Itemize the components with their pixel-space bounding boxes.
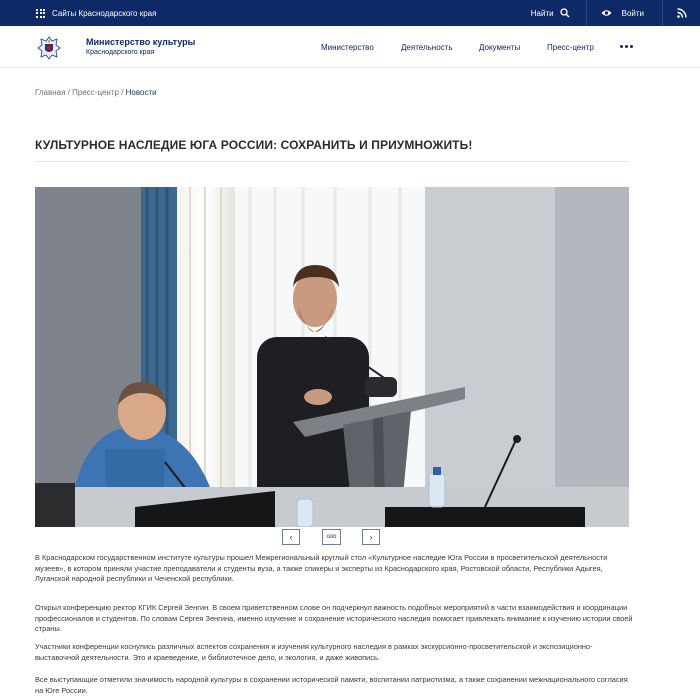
gallery-next-button[interactable] [362,529,380,545]
coat-of-arms-logo[interactable] [36,35,62,61]
nav-ministry[interactable]: Министерство [321,42,374,52]
gallery-more-icon: ооо [326,534,337,540]
page-title: КУЛЬТУРНОЕ НАСЛЕДИЕ ЮГА РОССИИ: СОХРАНИТЬ И ПРИУМНОЖИТЬ! [35,138,473,152]
nav-activity[interactable]: Деятельность [401,42,453,52]
rss-button[interactable] [662,0,700,26]
site-subtitle: Краснодарского края [86,49,155,56]
article-paragraph-2: Открыл конференцию ректор КГИК Сергей Зенгин. В своем приветственном слове он подчеркнул важность подобных мероприятий в части взаимодействия и координации профессионалов и студентов. По словам Сергея Зенгина, именно изучение и сохранение исторического наследия помогает привлекать внимание к изучению истории своей страны. [35,603,633,633]
article-photo[interactable] [35,187,629,527]
gallery-prev-button[interactable] [282,529,300,545]
more-menu-icon[interactable] [620,45,633,48]
conference-photo-illustration [35,187,629,527]
article-paragraph-3: Участники конференции коснулись различных аспектов сохранения и изучения культурного наследия в рамках экскурсионно-просветительской и экспозиционно-выставочной деятельности. Это и краеведение, и библиотечное дело, и экология, и даже живопись. [35,642,593,662]
article-paragraph-1: В Краснодарском государственном институте культуры прошел Межрегиональный круглый стол «Культурное наследие Юга России в просветительской деятельности музеев», в котором приняли участие преподаватели и студенты вуза, а также спикеры и эксперты из Краснодарского края, Ростовской области, Республики Адыгея, Луганской народной республики и Чеченской республики. [35,553,608,583]
nav-documents[interactable]: Документы [479,42,521,52]
login-button[interactable]: Войти [621,8,644,18]
rss-icon [677,8,687,18]
breadcrumb-current: Новости [125,88,157,97]
accessibility-button[interactable] [587,9,622,17]
eye-icon [601,9,612,17]
top-bar [0,0,700,26]
gallery-more-button[interactable] [322,529,341,545]
grid-icon [36,9,45,18]
site-brand[interactable] [86,37,195,58]
article-paragraph-4: Все выступающие отметили значимость народной культуры в сохранении исторической памяти, воспитании патриотизма, а также сохранении межнационального согласия на Юге России. [35,675,628,695]
chevron-right-icon: › [369,532,373,542]
breadcrumb-home[interactable]: Главная [35,88,66,97]
breadcrumb-press-center[interactable]: Пресс-центр [72,88,119,97]
nav-press-center[interactable]: Пресс-центр [547,42,594,52]
search-button[interactable] [531,8,586,18]
search-icon [560,8,570,18]
title-divider [35,161,629,162]
breadcrumb: Главная / Пресс-центр / Новости [35,88,157,97]
regional-sites-link[interactable] [36,0,156,26]
search-label: Найти [530,8,554,18]
regional-sites-label: Сайты Краснодарского края [52,8,157,18]
site-title: Министерство культуры [86,37,196,47]
site-header [0,26,700,68]
chevron-left-icon: ‹ [289,532,293,542]
